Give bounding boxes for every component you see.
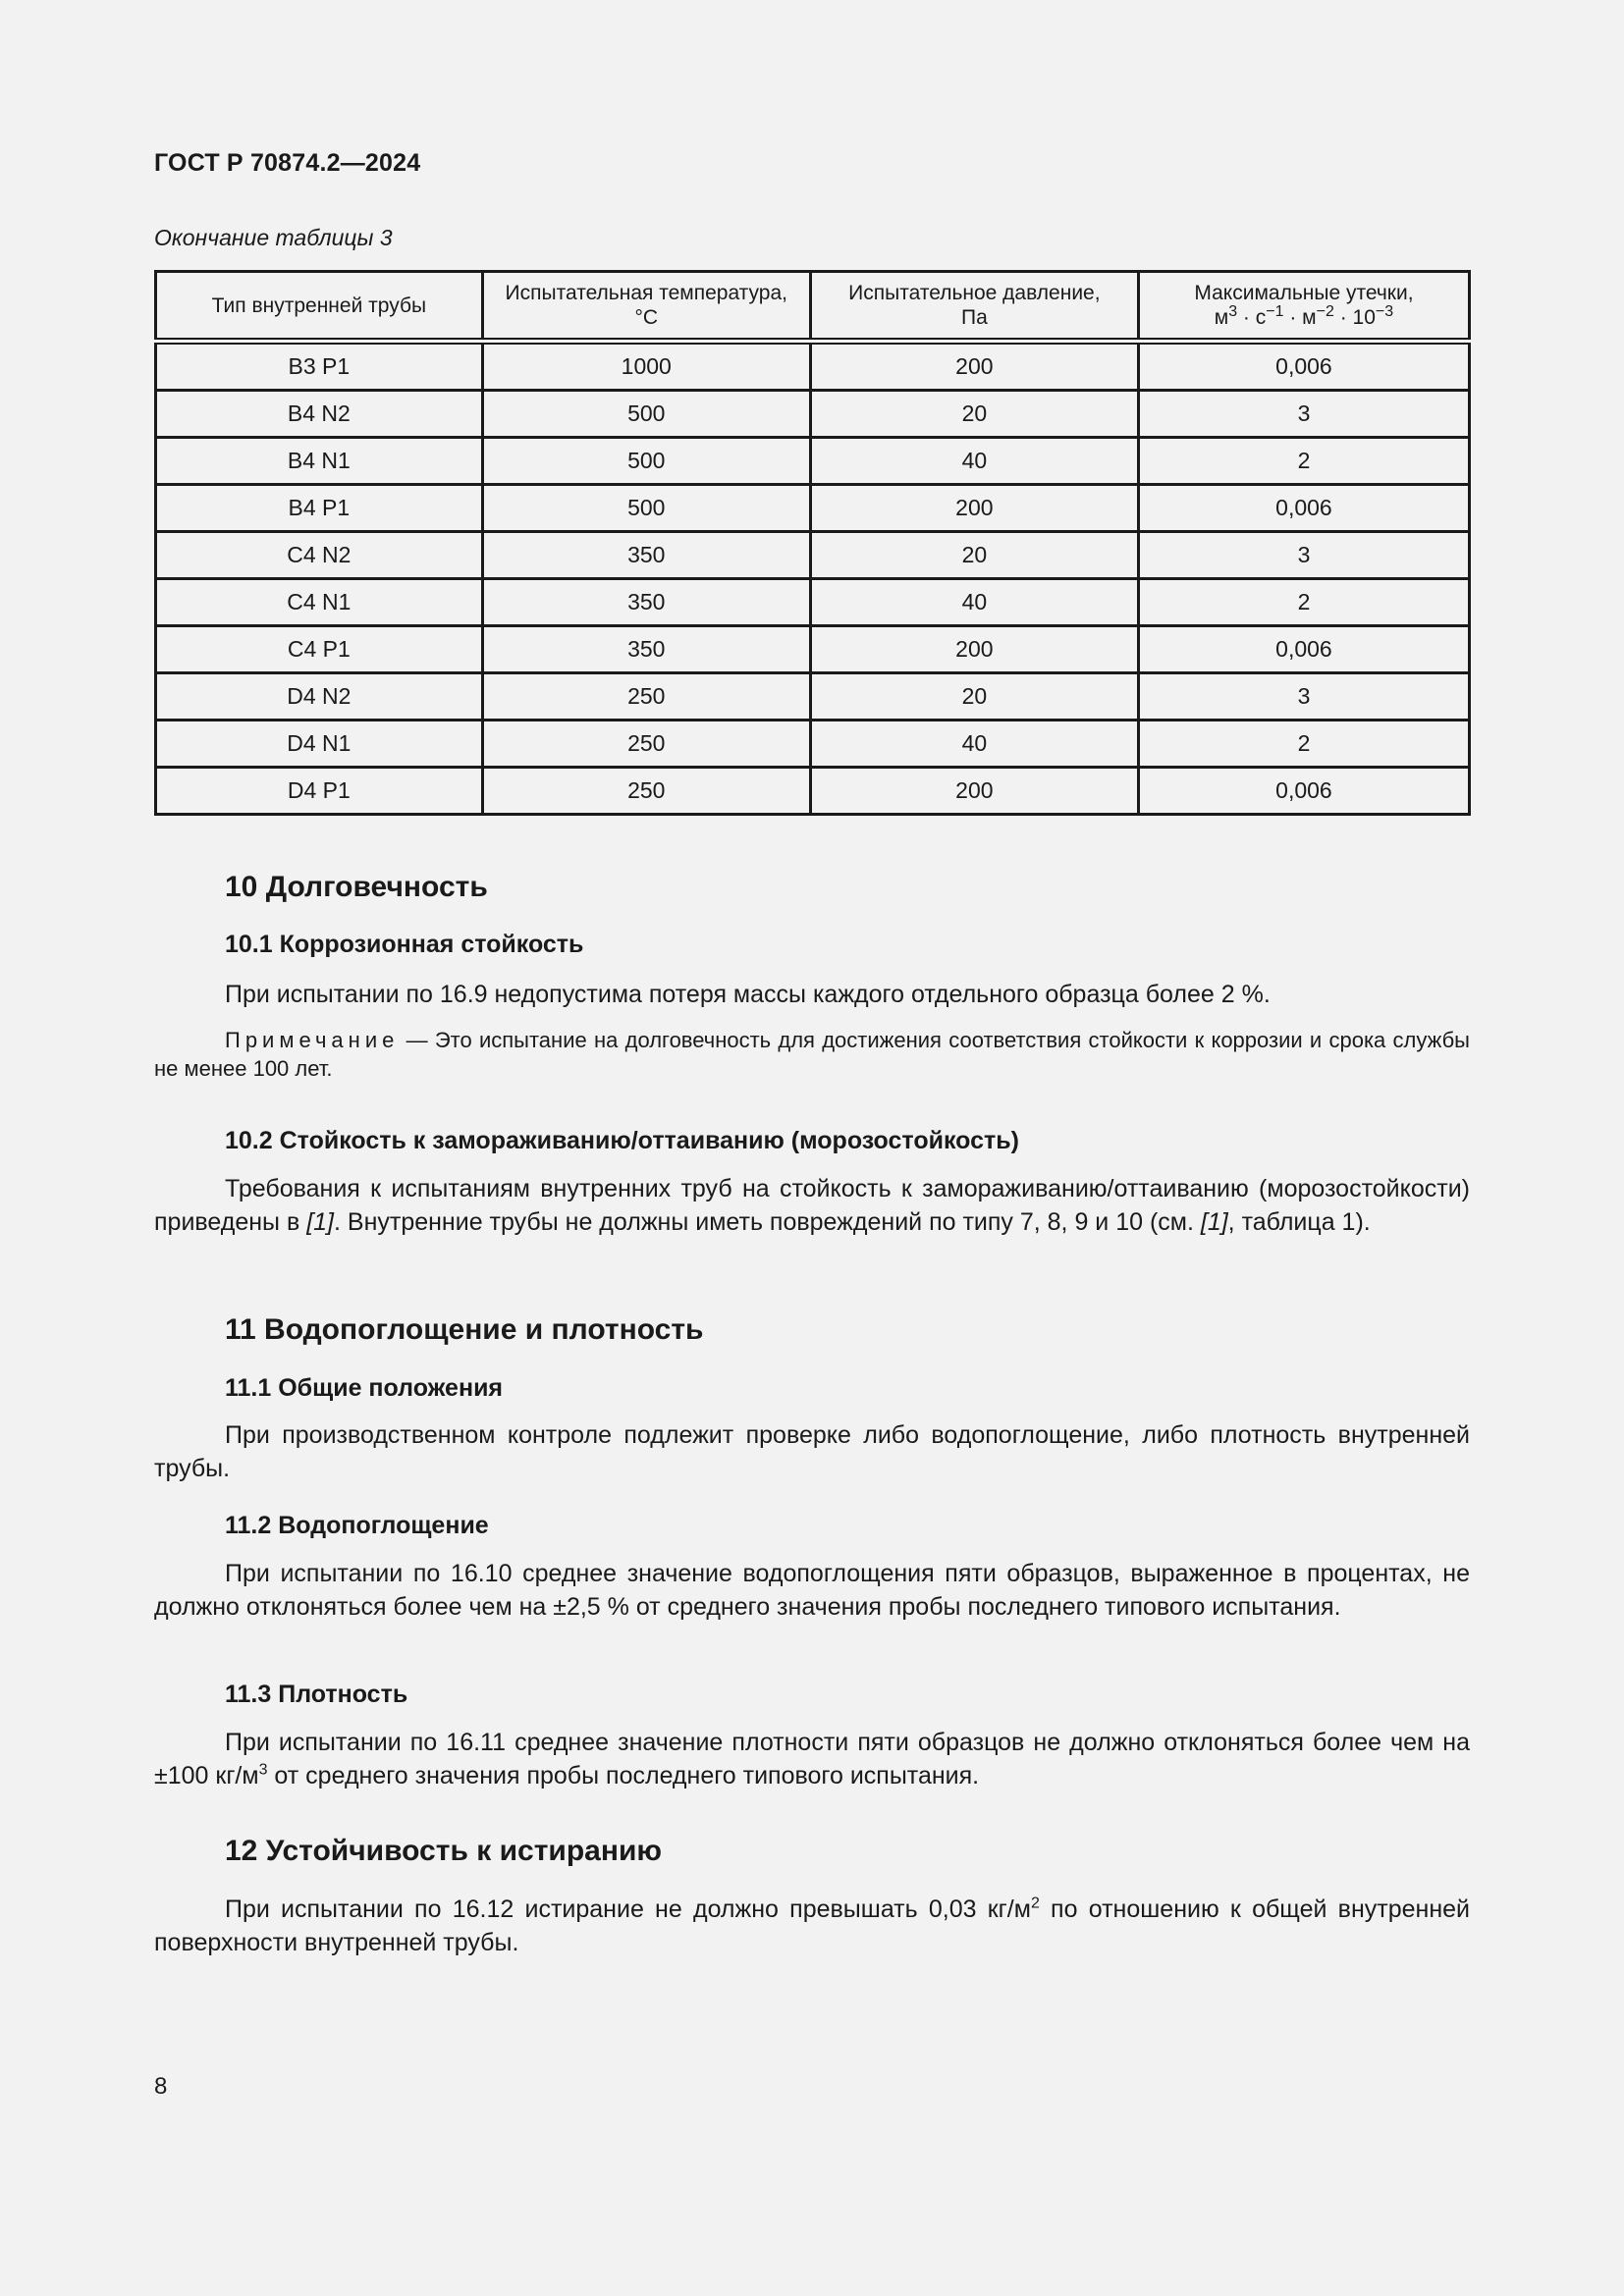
table-cell: D4 N1	[156, 721, 483, 768]
table-cell: 0,006	[1138, 626, 1469, 673]
section-10-1-note	[154, 1026, 1470, 1083]
table-cell: 250	[482, 673, 810, 721]
section-12-paragraph: При испытании по 16.12 истирание не должно превышать 0,03 $кг/м^2$ по отношению к общей внутренней поверхности внутренней трубы.	[154, 1895, 1471, 1956]
column-header-max-leakage: Максимальные утечки, $м^3 \cdot с^{-1} \cdot м^{-2} \cdot 10^{-3}$	[1138, 272, 1469, 342]
table-row	[156, 342, 1470, 391]
section-10-1-paragraph: При испытании по 16.9 недопустима потеря массы каждого отдельного образца более 2 %.	[225, 981, 1271, 1008]
table-cell: 20	[810, 673, 1138, 721]
leakage-unit: $м^3 \cdot с^{-1} \cdot м^{-2} \cdot 10^{-3}$	[1214, 303, 1394, 329]
section-12-heading: 12 Устойчивость к истиранию	[225, 1835, 663, 1867]
table-row	[156, 438, 1470, 485]
table-row	[156, 579, 1470, 626]
table-cell: 200	[810, 485, 1138, 532]
table-row	[156, 532, 1470, 579]
table-cell: 1000	[482, 342, 810, 391]
section-11-2-heading: 11.2 Водопоглощение	[225, 1512, 489, 1539]
section-11-3-heading: 11.3 Плотность	[225, 1681, 408, 1708]
column-header-pressure: Испытательное давление, Па	[810, 272, 1138, 342]
table-cell: 40	[810, 438, 1138, 485]
table-row	[156, 626, 1470, 673]
table-cell: 20	[810, 532, 1138, 579]
reference-link: [1]	[1200, 1208, 1228, 1236]
column-header-temperature: Испытательная температура, °C	[482, 272, 810, 342]
reference-link: [1]	[306, 1208, 334, 1236]
table-cell: 500	[482, 485, 810, 532]
section-11-1-paragraph: При производственном контроле подлежит проверке либо водопоглощение, либо плотность внутренней трубы.	[154, 1421, 1470, 1482]
table-row	[156, 391, 1470, 438]
table-cell: 200	[810, 768, 1138, 815]
table-cell: 350	[482, 626, 810, 673]
table-cell: 250	[482, 721, 810, 768]
table-row	[156, 721, 1470, 768]
section-10-1-heading: 10.1 Коррозионная стойкость	[225, 931, 584, 958]
test-table	[154, 270, 1471, 816]
document-id: ГОСТ Р 70874.2—2024	[154, 149, 421, 177]
note-label: Примечание	[225, 1028, 400, 1052]
table-cell: 0,006	[1138, 342, 1469, 391]
table-cell: 3	[1138, 391, 1469, 438]
table-cell: 2	[1138, 438, 1469, 485]
table-cell: B3 P1	[156, 342, 483, 391]
table-cell: D4 P1	[156, 768, 483, 815]
table-cell: 500	[482, 391, 810, 438]
table-cell: 2	[1138, 579, 1469, 626]
table-cell: C4 N2	[156, 532, 483, 579]
section-11-2-paragraph: При испытании по 16.10 среднее значение водопоглощения пяти образцов, выраженное в процентах, не должно отклоняться более чем на ±2,5 % от среднего значения пробы последнего типового испытания.	[154, 1560, 1470, 1621]
table-cell: 200	[810, 342, 1138, 391]
table-cell: B4 P1	[156, 485, 483, 532]
table-row	[156, 485, 1470, 532]
table-cell: 350	[482, 579, 810, 626]
note-text: — Это испытание на долговечность для достижения соответствия стойкости к коррозии и срока службы не менее 100 лет.	[154, 1028, 1470, 1081]
table-cell: 20	[810, 391, 1138, 438]
table-cell: 40	[810, 579, 1138, 626]
section-10-2-heading: 10.2 Стойкость к замораживанию/оттаиванию (морозостойкость)	[225, 1127, 1019, 1154]
table-header-row	[156, 272, 1470, 342]
table-cell: B4 N1	[156, 438, 483, 485]
table-cell: 0,006	[1138, 768, 1469, 815]
table-caption: Окончание таблицы 3	[154, 225, 393, 250]
table-row	[156, 673, 1470, 721]
table-cell: 250	[482, 768, 810, 815]
table-cell: 350	[482, 532, 810, 579]
table-cell: 3	[1138, 532, 1469, 579]
table-row	[156, 768, 1470, 815]
section-11-heading: 11 Водопоглощение и плотность	[225, 1313, 704, 1346]
table-cell: 500	[482, 438, 810, 485]
section-11-3-paragraph: При испытании по 16.11 среднее значение плотности пяти образцов не должно отклоняться более чем на ±100 $кг/м^3$ от среднего значения пробы последнего типового испытания.	[154, 1729, 1470, 1789]
page-number: 8	[154, 2073, 168, 2100]
table-cell: 40	[810, 721, 1138, 768]
table-cell: B4 N2	[156, 391, 483, 438]
table-cell: 2	[1138, 721, 1469, 768]
table-cell: 200	[810, 626, 1138, 673]
section-11-1-heading: 11.1 Общие положения	[225, 1374, 504, 1402]
table-cell: C4 P1	[156, 626, 483, 673]
column-header-pipe-type: Тип внутренней трубы	[156, 272, 483, 342]
table-cell: D4 N2	[156, 673, 483, 721]
table-cell: C4 N1	[156, 579, 483, 626]
section-10-2-paragraph: Требования к испытаниям внутренних труб на стойкость к замораживанию/оттаиванию (морозостойкости) приведены в [1]. Внутренние трубы не должны иметь повреждений по типу 7, 8, 9 и 10 (см. [1], таблица 1).	[154, 1175, 1470, 1236]
section-10-heading: 10 Долговечность	[225, 871, 488, 903]
table-cell: 0,006	[1138, 485, 1469, 532]
table-cell: 3	[1138, 673, 1469, 721]
